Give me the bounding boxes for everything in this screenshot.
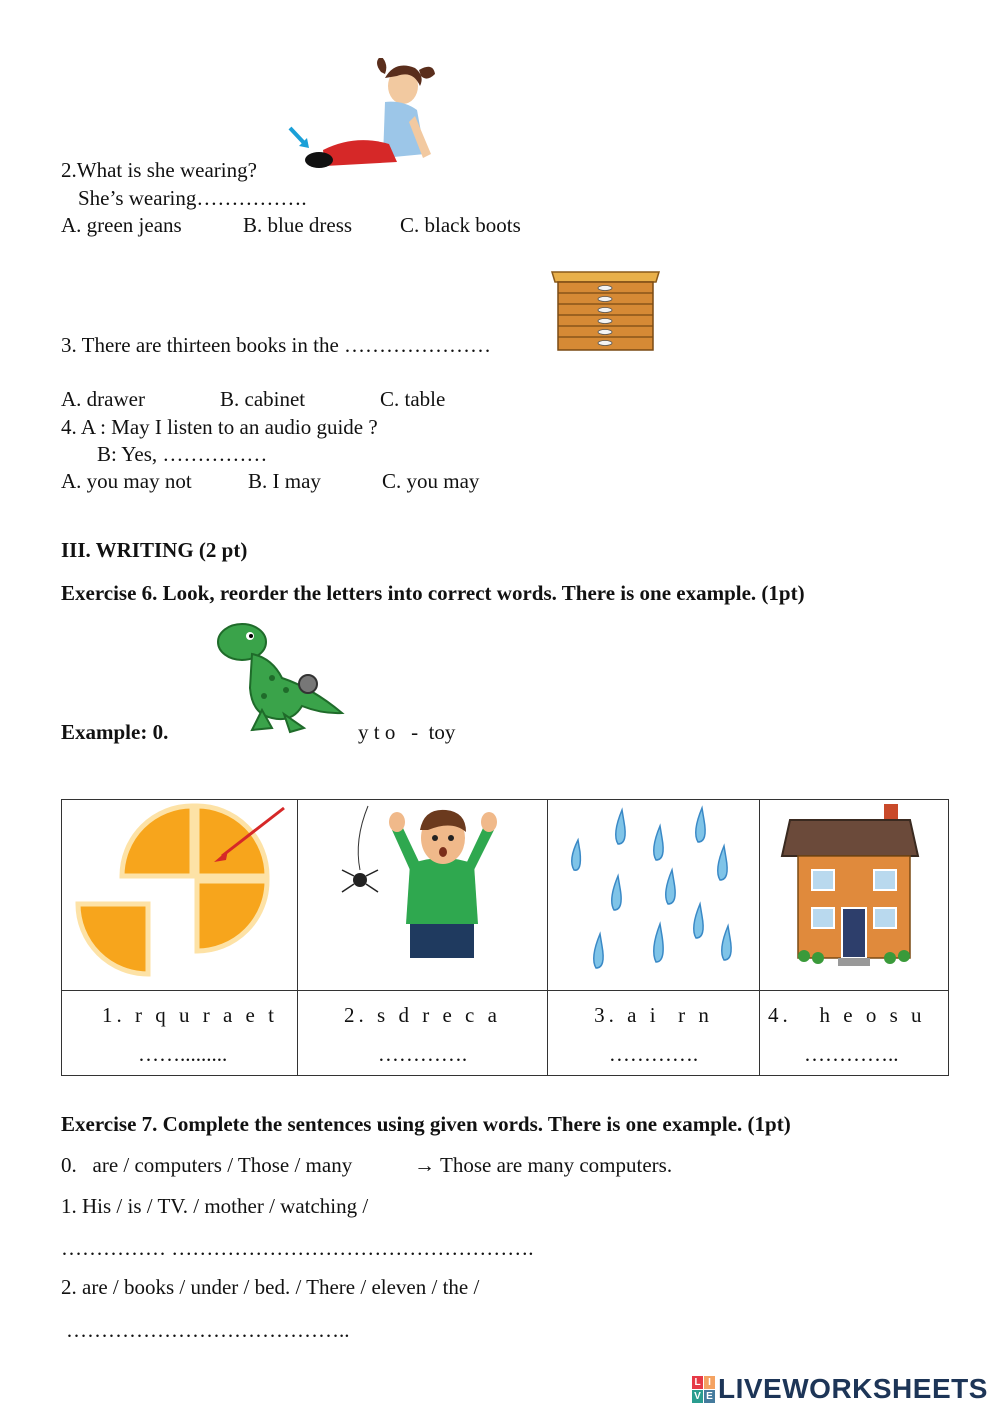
girl-sitting-illustration <box>285 58 445 178</box>
answer-blank-2[interactable]: …………. <box>377 1042 468 1066</box>
q2-question: 2.What is she wearing? <box>61 158 257 182</box>
q3-question: 3. There are thirteen books in the ………………… <box>61 333 492 357</box>
scrambled-word-2: 2. s d r e c a <box>344 1003 501 1027</box>
cell-text-3 <box>548 991 760 1076</box>
q4-option-b: B. I may <box>248 469 321 493</box>
dinosaur-toy-illustration <box>212 618 347 736</box>
cell-image-boy-spider <box>298 800 548 991</box>
exercise-7-answer-2[interactable]: ………………………………….. <box>66 1318 350 1342</box>
exercise-7-example-answer: Those are many computers. <box>440 1153 673 1177</box>
exercise-7-item-2: 2. are / books / under / bed. / There / eleven / the / <box>61 1275 480 1299</box>
cell-image-rain <box>548 800 760 991</box>
exercise-7-answer-1[interactable]: …………… ……………………………………………. <box>61 1236 534 1260</box>
q4-line-a: 4. A : May I listen to an audio guide ? <box>61 415 378 439</box>
scrambled-word-4: 4. h e o s u <box>768 1003 926 1027</box>
cell-text-2 <box>298 991 548 1076</box>
section-title: III. WRITING (2 pt) <box>61 538 248 562</box>
liveworksheets-logo-text: LIVEWORKSHEETS <box>718 1373 988 1404</box>
liveworksheets-logo-icon: L I V E <box>692 1376 714 1402</box>
scared-boy-spider-illustration <box>298 800 548 984</box>
q4-option-a: A. you may not <box>61 469 192 493</box>
example-text: y t o - toy <box>358 720 456 744</box>
drawer-cabinet-illustration <box>548 266 663 352</box>
exercise-7-example: 0. are / computers / Those / many <box>61 1153 353 1177</box>
scrambled-word-1: 1. r q u r a e t <box>102 1003 278 1027</box>
q2-answer-line: She’s wearing……………. <box>78 186 307 210</box>
q3-option-b: B. cabinet <box>220 387 306 411</box>
example-label: Example: 0. <box>61 720 169 744</box>
exercise-7-item-1: 1. His / is / TV. / mother / watching / <box>61 1194 369 1218</box>
arrow-icon: → <box>414 1153 435 1177</box>
orange-quarters-illustration <box>62 800 298 984</box>
cell-text-4 <box>760 991 949 1076</box>
exercise-6-title: Exercise 6. Look, reorder the letters into correct words. There is one example. (1pt) <box>61 581 805 605</box>
q2-option-b: B. blue dress <box>243 213 353 237</box>
cell-image-orange <box>62 800 298 991</box>
q3-option-c: C. table <box>380 387 446 411</box>
answer-blank-1[interactable]: ……......... <box>138 1042 228 1066</box>
q2-option-c: C. black boots <box>400 213 521 237</box>
raindrops-illustration <box>548 800 760 984</box>
cell-text-1 <box>62 991 298 1076</box>
scrambled-word-3: 3. a i r n <box>594 1003 713 1027</box>
q3-option-a: A. drawer <box>61 387 145 411</box>
q4-option-c: C. you may <box>382 469 480 493</box>
house-illustration <box>760 800 949 984</box>
q2-option-a: A. green jeans <box>61 213 182 237</box>
exercise-6-table <box>61 799 949 1076</box>
cell-image-house <box>760 800 949 991</box>
q4-line-b: B: Yes, …………… <box>97 442 268 466</box>
liveworksheets-logo <box>692 1372 988 1406</box>
answer-blank-3[interactable]: …………. <box>608 1042 699 1066</box>
answer-blank-4[interactable]: ………….. <box>804 1042 899 1066</box>
exercise-7-title: Exercise 7. Complete the sentences using given words. There is one example. (1pt) <box>61 1112 791 1136</box>
